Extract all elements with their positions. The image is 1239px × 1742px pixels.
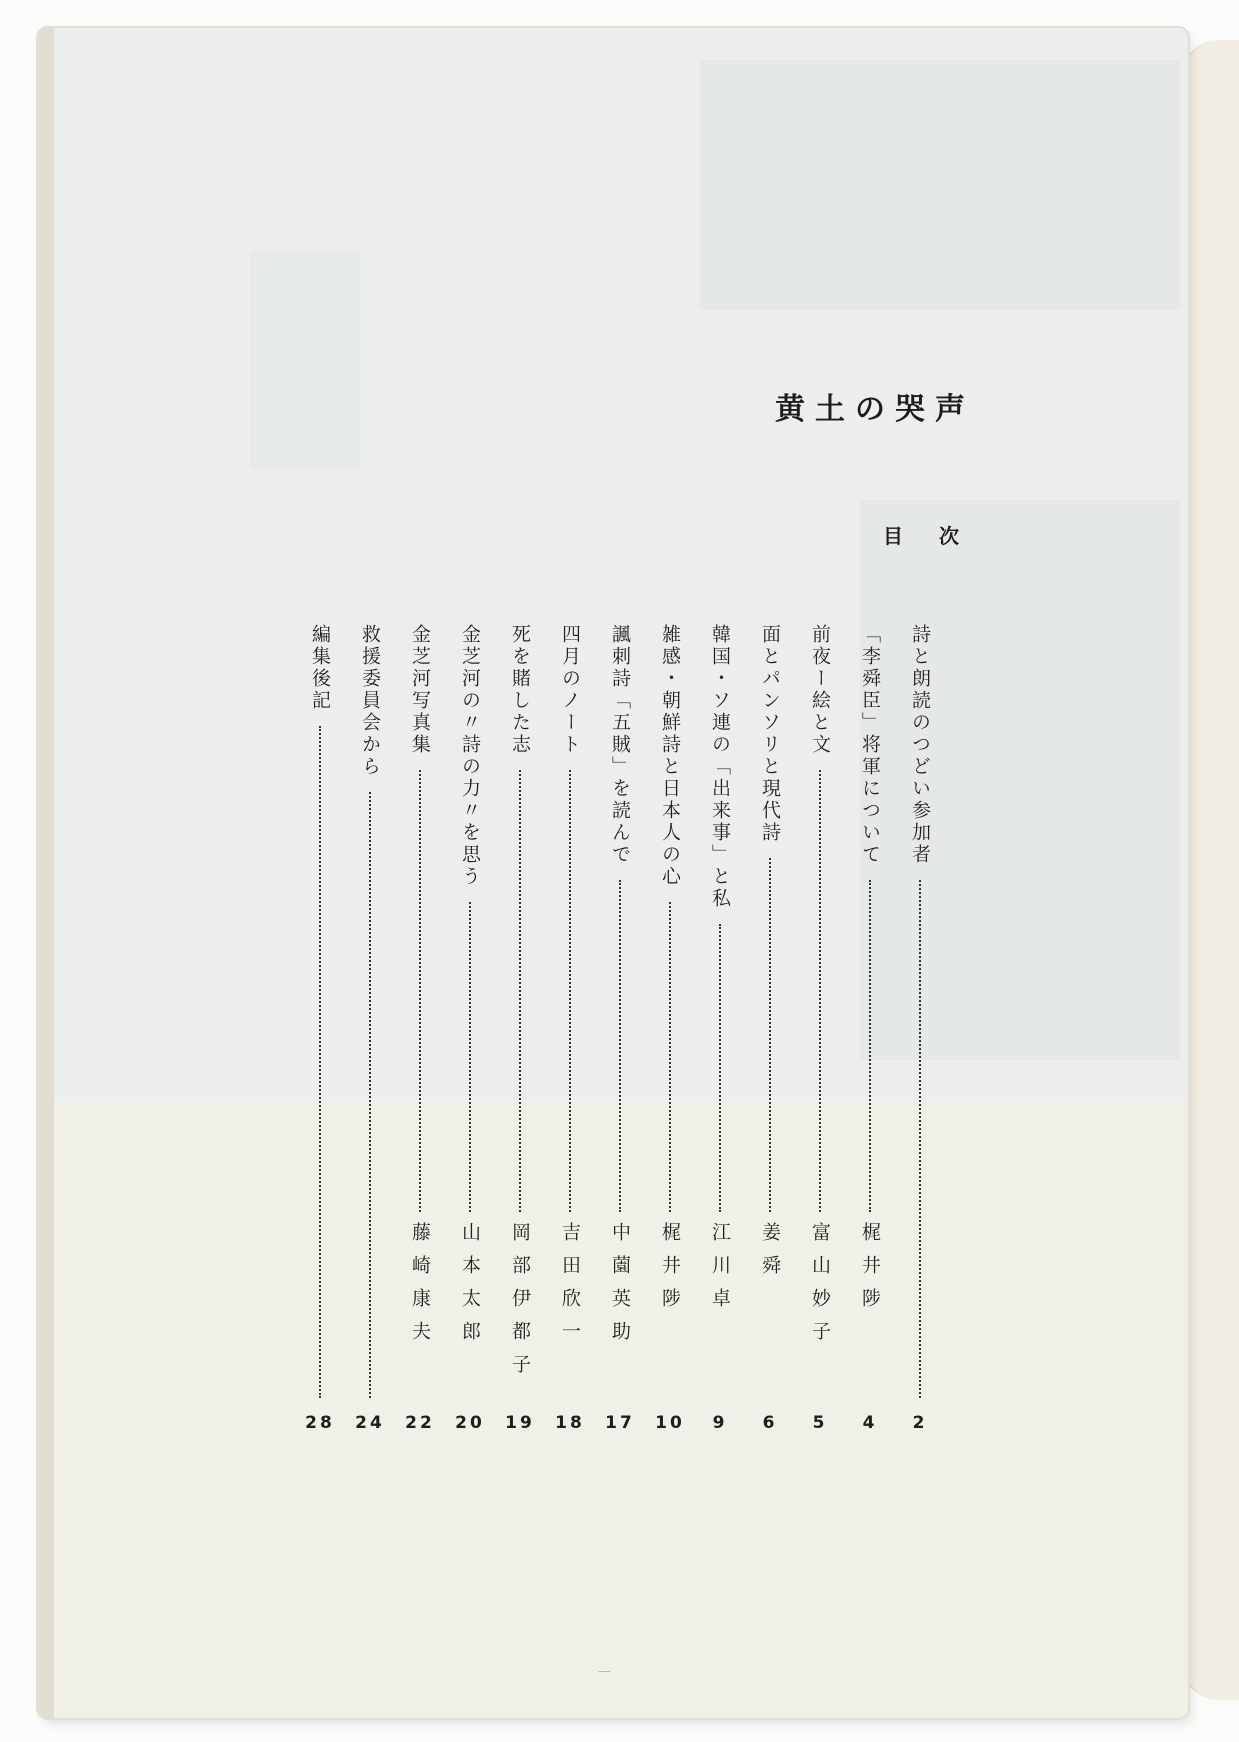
toc-entry-title: 金芝河写真集 [409,624,431,756]
toc-entry-author: 姜舜 [759,1222,781,1288]
toc-leader-dots [669,902,671,1212]
toc-entry [855,624,885,1444]
toc-entry-author: 山本太郎 [459,1222,481,1354]
booklet-title: 黄土の哭声 [775,392,975,427]
table-of-contents [0,624,1239,1444]
toc-entry [755,624,785,1444]
toc-entry [355,624,385,1444]
toc-entry-title: 面とパンソリと現代詩 [759,624,781,844]
toc-entry-title: 雑感・朝鮮詩と日本人の心 [659,624,681,888]
toc-entry-author: 富山妙子 [809,1222,831,1354]
toc-entry-author: 中薗英助 [609,1222,631,1354]
toc-entry [305,624,335,1444]
show-through-block [700,60,1180,310]
toc-entry-title: 「李舜臣」将軍について [859,624,881,866]
toc-entry-page-number: 2 [912,1413,928,1433]
toc-entry-page-number: 10 [655,1413,685,1433]
toc-entry-title: 諷刺詩「五賊」を読んで [609,624,631,866]
toc-heading: 目次 [883,524,995,548]
toc-entry [455,624,485,1444]
toc-entry [405,624,435,1444]
toc-entry [905,624,935,1444]
toc-entry-page-number: 17 [605,1413,635,1433]
toc-entry [555,624,585,1444]
toc-entry [505,624,535,1444]
toc-entry-title: 韓国・ソ連の「出来事」と私 [709,624,731,910]
toc-entry-author: 梶井陟 [659,1222,681,1321]
toc-leader-dots [719,924,721,1212]
toc-leader-dots [319,726,321,1398]
toc-leader-dots [919,880,921,1398]
toc-entry-title: 救援委員会から [359,624,381,778]
toc-entry-page-number: 4 [862,1413,878,1433]
toc-entry-page-number: 20 [455,1413,485,1433]
show-through-block [250,250,360,470]
toc-leader-dots [519,770,521,1212]
toc-leader-dots [419,770,421,1212]
toc-entry-page-number: 24 [355,1413,385,1433]
toc-leader-dots [369,792,371,1398]
toc-entry-author: 江川卓 [709,1222,731,1321]
toc-leader-dots [469,902,471,1212]
toc-entry-title: 金芝河の〃詩の力〃を思う [459,624,481,888]
toc-entry [805,624,835,1444]
toc-entry-author: 岡部伊都子 [509,1222,531,1387]
toc-entry [605,624,635,1444]
toc-entry-title: 死を賭した志 [509,624,531,756]
toc-leader-dots [819,770,821,1212]
toc-entry-page-number: 22 [405,1413,435,1433]
toc-leader-dots [869,880,871,1212]
toc-entry-author: 藤崎康夫 [409,1222,431,1354]
toc-entry-page-number: 18 [555,1413,585,1433]
toc-entry-title: 編集後記 [309,624,331,712]
toc-entry-title: 前夜ー絵と文 [809,624,831,756]
toc-leader-dots [569,770,571,1212]
toc-entry-page-number: 9 [712,1413,728,1433]
toc-entry-page-number: 28 [305,1413,335,1433]
toc-entry-author: 梶井陟 [859,1222,881,1321]
toc-entry-page-number: 6 [762,1413,778,1433]
toc-entry [655,624,685,1444]
toc-entry-author: 吉田欣一 [559,1222,581,1354]
toc-entry [705,624,735,1444]
toc-entry-title: 四月のノート [559,624,581,756]
toc-entry-page-number: 19 [505,1413,535,1433]
toc-entry-page-number: 5 [812,1413,828,1433]
toc-leader-dots [619,880,621,1212]
toc-entry-title: 詩と朗読のつどい参加者 [909,624,931,866]
toc-leader-dots [769,858,771,1212]
page-number-mark: — [598,1664,611,1679]
